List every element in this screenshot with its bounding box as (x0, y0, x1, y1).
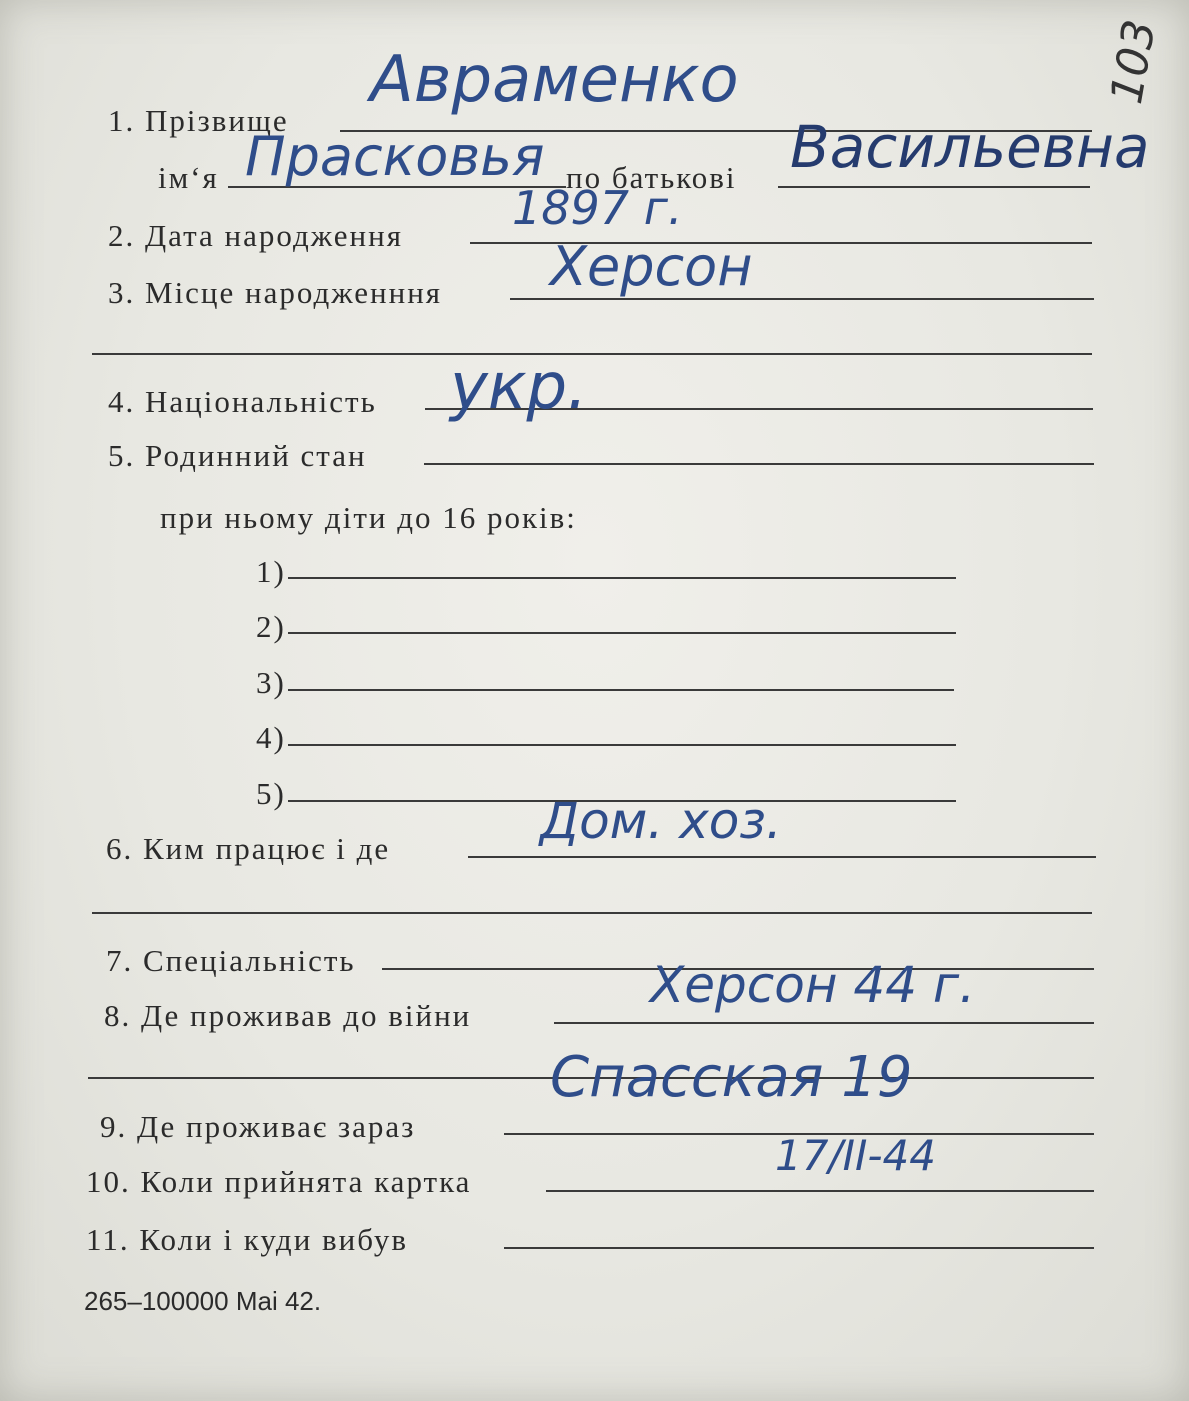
children-label: при ньому діти до 16 років: (160, 500, 577, 535)
child-4-line (288, 744, 956, 746)
child-1-line (288, 577, 956, 579)
patronymic-label: по батькові (566, 160, 737, 195)
child-4-label: 4) (256, 720, 286, 755)
occupation-extra-line (92, 912, 1092, 914)
prewar-residence-line (554, 1022, 1094, 1024)
card-accepted-value: 17/II-44 (775, 1131, 936, 1180)
surname-label: 1. Прізвище (108, 103, 289, 138)
handwritten-page-number: 103 (1101, 16, 1166, 108)
child-2-label: 2) (256, 609, 286, 644)
marital-status-label: 5. Родинний стан (108, 438, 367, 473)
name-label: ім‘я (158, 160, 219, 195)
birth-place-extra-line (92, 353, 1092, 355)
birth-date-label: 2. Дата народження (108, 218, 403, 253)
birth-place-label: 3. Місце народженння (108, 275, 443, 310)
specialty-label: 7. Спеціальність (106, 943, 356, 978)
birth-place-value: Херсон (550, 235, 753, 298)
occupation-value: Дом. хоз. (540, 792, 782, 850)
child-1-label: 1) (256, 554, 286, 589)
nationality-label: 4. Національність (108, 384, 377, 419)
child-2-line (288, 632, 956, 634)
marital-status-line (424, 463, 1094, 465)
patronymic-value: Васильевна (790, 113, 1150, 181)
occupation-line (468, 856, 1096, 858)
nationality-value: укр. (450, 350, 588, 424)
surname-value: Авраменко (370, 43, 739, 117)
child-3-line (288, 689, 954, 691)
child-5-label: 5) (256, 776, 286, 811)
child-3-label: 3) (256, 665, 286, 700)
name-value: Прасковья (245, 125, 545, 188)
departure-line (504, 1247, 1094, 1249)
departure-label: 11. Коли і куди вибув (86, 1222, 408, 1257)
birth-place-line (510, 298, 1094, 300)
patronymic-line (778, 186, 1090, 188)
print-run-footer: 265–100000 Mai 42. (84, 1286, 322, 1316)
occupation-label: 6. Ким працює і де (106, 831, 391, 866)
card-accepted-label: 10. Коли прийнята картка (86, 1164, 472, 1199)
prewar-residence-value: Херсон 44 г. (650, 956, 976, 1014)
birth-date-value: 1897 г. (512, 181, 683, 235)
prewar-residence-label: 8. Де проживав до війни (104, 998, 472, 1033)
card-accepted-line (546, 1190, 1094, 1192)
current-residence-label: 9. Де проживає зараз (100, 1109, 416, 1144)
prewar-residence-extra-value: Спасская 19 (550, 1045, 913, 1110)
